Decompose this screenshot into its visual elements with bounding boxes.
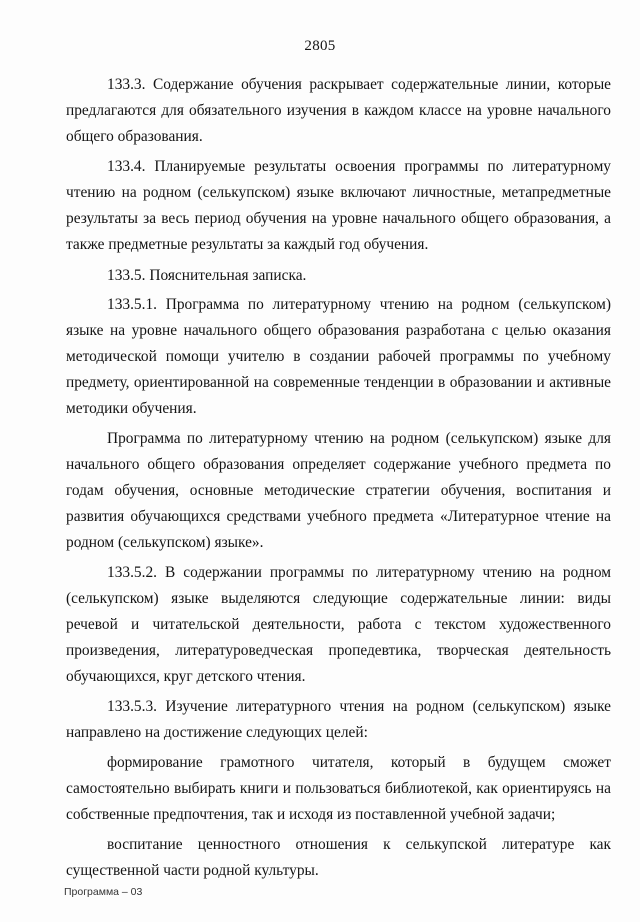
paragraph-program-description: Программа по литературному чтению на родном (селькупском) языке для начального общего образования определяет содержание учебного предмета по годам обучения, основные методические стратегии обучения, воспитания и развития обучающихся средствами учебного предмета «Литературное чтение на родном (селькупском) языке». [66, 430, 611, 551]
paragraph-133-5-2: 133.5.2. В содержании программы по литературному чтению на родном (селькупском) языке выделяются следующие содержательные линии: виды речевой и читательской деятельности, работа с текстом художественного произведения, литературоведческая пропедевтика, творческая деятельность обучающихся, круг детского чтения. [66, 564, 611, 685]
paragraph-133-4: 133.4. Планируемые результаты освоения программы по литературному чтению на родном (селькупском) языке включают личностные, метапредметные результаты за весь период обучения на уровне начального общего образования, а также предметные результаты за каждый год обучения. [66, 158, 611, 253]
document-body [66, 72, 611, 889]
paragraph-133-5-1: 133.5.1. Программа по литературному чтению на родном (селькупском) языке на уровне начального общего образования разработана с целью оказания методической помощи учителю в создании рабочей программы по учебному предмету, ориентированной на современные тенденции в образовании и активные методики обучения. [66, 296, 611, 417]
paragraph-133-3: 133.3. Содержание обучения раскрывает содержательные линии, которые предлагаются для обязательного изучения в каждом классе на уровне начального общего образования. [66, 76, 611, 145]
goal-item-reader-formation: формирование грамотного читателя, который в будущем сможет самостоятельно выбирать книги и пользоваться библиотекой, как ориентируясь на собственные предпочтения, так и исходя из поставленной учебной задачи; [66, 753, 611, 823]
goal-item-value-education: воспитание ценностного отношения к селькупской литературе как существенной части родной культуры. [66, 836, 611, 880]
page-number: 2805 [304, 38, 336, 54]
paragraph-133-5: 133.5. Пояснительная записка. [107, 266, 307, 284]
page-footer: Программа – 03 [64, 886, 143, 898]
paragraph-133-5-3: 133.5.3. Изучение литературного чтения на родном (селькупском) языке направлено на достижение следующих целей: [66, 698, 611, 742]
